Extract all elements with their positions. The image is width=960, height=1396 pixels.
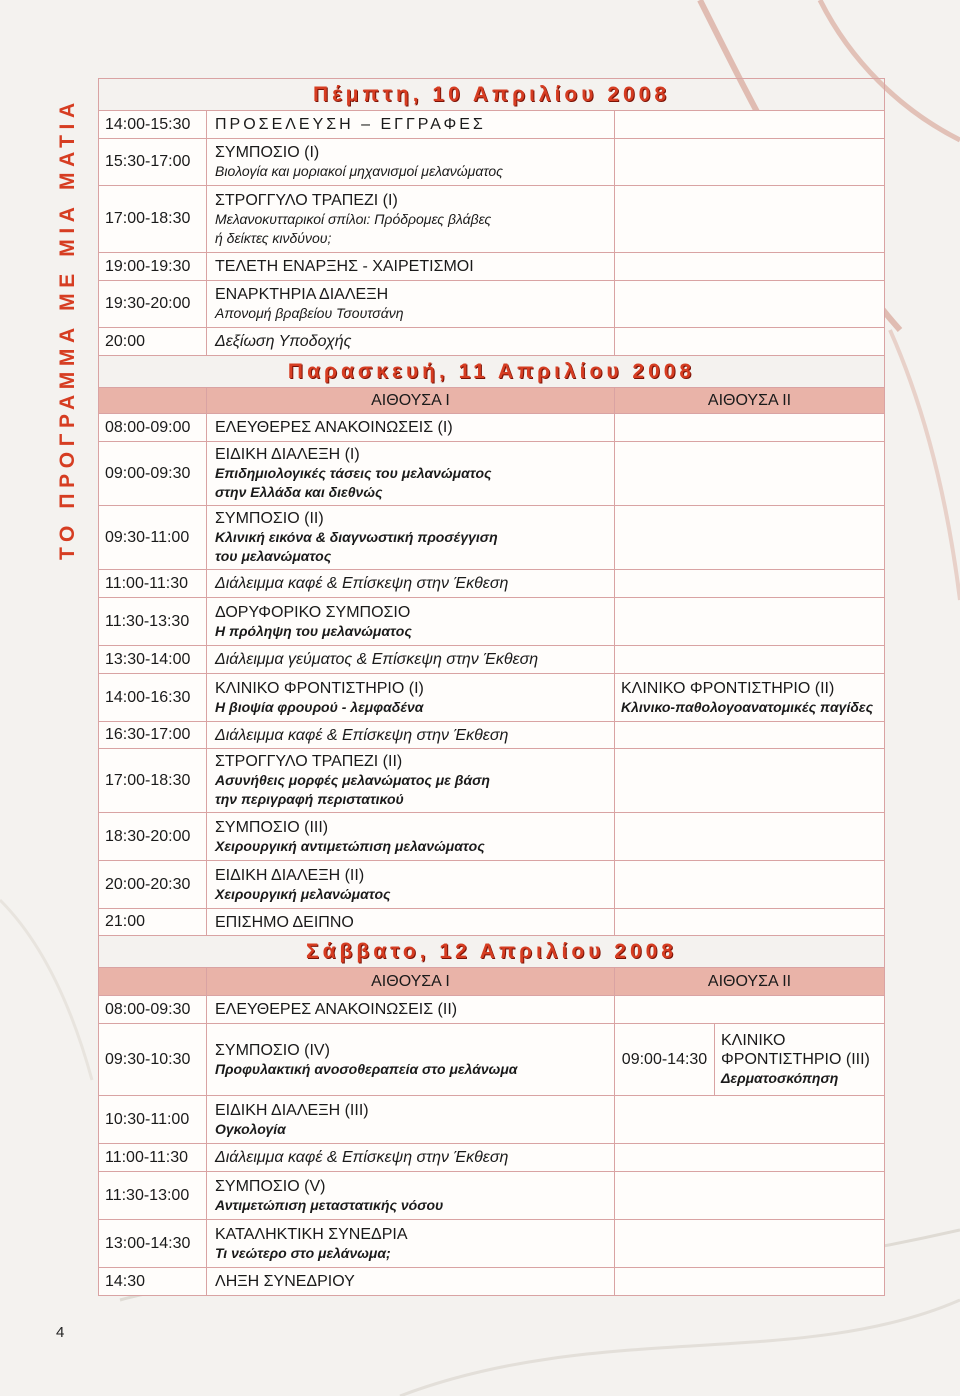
time-cell: 11:00-11:30 (99, 570, 207, 598)
table-row (99, 813, 885, 861)
room-2-header: ΑΙΘΟΥΣΑ ΙΙ (615, 968, 885, 996)
event-cell (207, 139, 615, 186)
time-cell: 21:00 (99, 909, 207, 936)
event-subtitle: Η βιοψία φρουρού - λεμφαδένα (215, 698, 424, 715)
room-2-header: ΑΙΘΟΥΣΑ ΙΙ (615, 388, 885, 414)
table-row (99, 186, 885, 253)
event-title: ΕΝΑΡΚΤΗΡΙΑ ΔΙΑΛΕΞΗ (215, 286, 389, 303)
empty-cell (615, 1220, 885, 1268)
event-subtitle: Η πρόληψη του μελανώματος (215, 622, 412, 639)
event-title: ΣΥΜΠΟΣΙΟ (ΙΙΙ) (215, 818, 329, 836)
event-cell (207, 674, 615, 722)
empty-cell (615, 414, 885, 442)
empty-cell (99, 968, 207, 996)
table-row (99, 1024, 885, 1096)
empty-cell (615, 186, 885, 253)
event-title: ΣΥΜΠΟΣΙΟ (Ι) (215, 144, 320, 161)
room-2-event-cell (715, 1024, 885, 1096)
event-cell (207, 442, 615, 506)
event-cell (207, 281, 615, 328)
table-row (99, 139, 885, 186)
event-subtitle: Προφυλακτική ανοσοθεραπεία στο μελάνωμα (215, 1060, 518, 1077)
room-header-row (99, 388, 885, 414)
event-title: ΚΛΙΝΙΚΟ ΦΡΟΝΤΙΣΤΗΡΙΟ (ΙΙ) (621, 679, 835, 697)
event-title: Διάλειμμα γεύματος & Επίσκεψη στην Έκθεση (207, 646, 615, 674)
table-row (99, 281, 885, 328)
empty-cell (615, 861, 885, 909)
time-cell: 20:00-20:30 (99, 861, 207, 909)
table-row (99, 442, 885, 506)
time-cell: 10:30-11:00 (99, 1096, 207, 1144)
event-title: ΕΠΙΣΗΜΟ ΔΕΙΠΝΟ (207, 909, 615, 936)
table-row (99, 1268, 885, 1296)
event-subtitle: Κλινική εικόνα & διαγνωστική προσέγγιση (215, 529, 498, 545)
day-title: Παρασκευή, 11 Απριλίου 2008 (287, 359, 696, 383)
time-cell: 13:30-14:00 (99, 646, 207, 674)
event-title: ΠΡΟΣΕΛΕΥΣΗ – ΕΓΓΡΑΦΕΣ (207, 111, 615, 139)
empty-cell (615, 253, 885, 281)
table-row (99, 1220, 885, 1268)
time-cell: 09:00-09:30 (99, 442, 207, 506)
event-title: ΣΥΜΠΟΣΙΟ (ΙΙ) (215, 510, 324, 527)
time-cell: 19:00-19:30 (99, 253, 207, 281)
event-title: Διάλειμμα καφέ & Επίσκεψη στην Έκθεση (207, 1144, 615, 1172)
table-row (99, 111, 885, 139)
empty-cell (99, 388, 207, 414)
event-subtitle: Βιολογία και μοριακοί μηχανισμοί μελανώματος (215, 163, 503, 179)
event-subtitle: Επιδημιολογικές τάσεις του μελανώματος (215, 465, 492, 481)
event-subtitle: Κλινικο-παθολογοανατομικές παγίδες (621, 698, 874, 715)
empty-cell (615, 281, 885, 328)
day-title: Πέμπτη, 10 Απριλίου 2008 (313, 82, 671, 106)
time-cell: 14:00-16:30 (99, 674, 207, 722)
table-row (99, 1172, 885, 1220)
day-header-thursday (99, 79, 885, 111)
event-subtitle: Τι νεώτερο στο μελάνωμα; (215, 1244, 391, 1261)
event-title: ΣΥΜΠΟΣΙΟ (IV) (215, 1041, 330, 1059)
time-cell: 16:30-17:00 (99, 722, 207, 749)
event-cell (207, 1172, 615, 1220)
event-title: ΚΛΙΝΙΚΟ ΦΡΟΝΤΙΣΤΗΡΙΟ (Ι) (215, 679, 424, 697)
time-cell: 11:00-11:30 (99, 1144, 207, 1172)
time-cell: 09:30-11:00 (99, 506, 207, 570)
table-row (99, 253, 885, 281)
day-title: Σάββατο, 12 Απριλίου 2008 (306, 939, 677, 963)
table-row (99, 996, 885, 1024)
time-cell: 18:30-20:00 (99, 813, 207, 861)
time-cell: 14:30 (99, 1268, 207, 1296)
empty-cell (615, 1096, 885, 1144)
table-row (99, 909, 885, 936)
empty-cell (615, 813, 885, 861)
empty-cell (615, 909, 885, 936)
day-header-saturday (99, 936, 885, 968)
event-title: ΕΙΔΙΚΗ ΔΙΑΛΕΞΗ (Ι) (215, 446, 360, 463)
room-2-event-cell (615, 674, 885, 722)
empty-cell (615, 598, 885, 646)
empty-cell (615, 139, 885, 186)
event-subtitle: την περιγραφή περιστατικού (215, 791, 404, 807)
event-title: Διάλειμμα καφέ & Επίσκεψη στην Έκθεση (207, 722, 615, 749)
event-subtitle: Αντιμετώπιση μεταστατικής νόσου (215, 1196, 444, 1213)
event-title: Διάλειμμα καφέ & Επίσκεψη στην Έκθεση (207, 570, 615, 598)
room-1-header: ΑΙΘΟΥΣΑ Ι (207, 388, 615, 414)
table-row (99, 328, 885, 356)
event-cell (207, 1024, 615, 1096)
empty-cell (615, 442, 885, 506)
event-title: ΕΙΔΙΚΗ ΔΙΑΛΕΞΗ (ΙΙ) (215, 866, 365, 884)
time-cell: 09:30-10:30 (99, 1024, 207, 1096)
table-row (99, 570, 885, 598)
room-header-row (99, 968, 885, 996)
event-subtitle: Απονομή βραβείου Τσουτσάνη (215, 305, 404, 321)
event-subtitle: Ασυνήθεις μορφές μελανώματος με βάση (215, 772, 490, 788)
event-title: ΣΥΜΠΟΣΙΟ (V) (215, 1177, 326, 1195)
table-row (99, 1096, 885, 1144)
event-title: ΚΛΙΝΙΚΟ (721, 1032, 786, 1049)
empty-cell (615, 646, 885, 674)
event-title: ΕΛΕΥΘΕΡΕΣ ΑΝΑΚΟΙΝΩΣΕΙΣ (Ι) (207, 414, 615, 442)
time-cell: 13:00-14:30 (99, 1220, 207, 1268)
event-subtitle: Ογκολογία (215, 1120, 286, 1137)
empty-cell (615, 570, 885, 598)
event-title: ΕΙΔΙΚΗ ΔΙΑΛΕΞΗ (ΙΙΙ) (215, 1101, 369, 1119)
event-cell (207, 506, 615, 570)
event-subtitle: Μελανοκυτταρικοί σπίλοι: Πρόδρομες βλάβες (215, 210, 492, 227)
time-cell: 17:00-18:30 (99, 186, 207, 253)
event-cell (207, 1220, 615, 1268)
sidebar-title: ΤΟ ΠΡΟΓΡΑΜΜΑ ΜΕ ΜΙΑ ΜΑΤΙΑ (56, 97, 79, 560)
time-cell: 08:00-09:30 (99, 996, 207, 1024)
program-table (98, 78, 885, 1296)
empty-cell (615, 996, 885, 1024)
event-cell (207, 186, 615, 253)
table-row (99, 674, 885, 722)
empty-cell (615, 328, 885, 356)
empty-cell (615, 722, 885, 749)
page-number: 4 (56, 1324, 65, 1341)
table-row (99, 414, 885, 442)
event-title: ΣΤΡΟΓΓΥΛΟ ΤΡΑΠΕΖΙ (Ι) (215, 191, 398, 209)
event-cell (207, 861, 615, 909)
event-cell (207, 813, 615, 861)
event-title: ΚΑΤΑΛΗΚΤΙΚΗ ΣΥΝΕΔΡΙΑ (215, 1225, 408, 1243)
empty-cell (615, 749, 885, 813)
event-subtitle: Δερματοσκόπηση (721, 1070, 839, 1086)
time-cell: 14:00-15:30 (99, 111, 207, 139)
event-subtitle: Χειρουργική αντιμετώπιση μελανώματος (215, 837, 485, 854)
time-cell: 08:00-09:00 (99, 414, 207, 442)
event-title: ΕΛΕΥΘΕΡΕΣ ΑΝΑΚΟΙΝΩΣΕΙΣ (ΙΙ) (207, 996, 615, 1024)
time-cell: 15:30-17:00 (99, 139, 207, 186)
empty-cell (615, 111, 885, 139)
time-cell: 11:30-13:00 (99, 1172, 207, 1220)
table-row (99, 749, 885, 813)
table-row (99, 1144, 885, 1172)
table-row (99, 722, 885, 749)
room-1-header: ΑΙΘΟΥΣΑ Ι (207, 968, 615, 996)
time-cell: 19:30-20:00 (99, 281, 207, 328)
room-2-time-cell: 09:00-14:30 (615, 1024, 715, 1096)
event-subtitle: στην Ελλάδα και διεθνώς (215, 484, 383, 500)
table-row (99, 506, 885, 570)
table-row (99, 598, 885, 646)
time-cell: 17:00-18:30 (99, 749, 207, 813)
event-subtitle: Χειρουργική μελανώματος (215, 885, 391, 902)
empty-cell (615, 1172, 885, 1220)
table-row (99, 861, 885, 909)
event-cell (207, 749, 615, 813)
event-title: ΔΟΡΥΦΟΡΙΚΟ ΣΥΜΠΟΣΙΟ (215, 603, 411, 621)
empty-cell (615, 1144, 885, 1172)
event-title: Δεξίωση Υποδοχής (207, 328, 615, 356)
event-cell (207, 1096, 615, 1144)
event-title: ΦΡΟΝΤΙΣΤΗΡΙΟ (ΙΙΙ) (721, 1051, 870, 1068)
event-title: ΣΤΡΟΓΓΥΛΟ ΤΡΑΠΕΖΙ (ΙΙ) (215, 753, 403, 770)
event-subtitle: του μελανώματος (215, 548, 332, 564)
empty-cell (615, 1268, 885, 1296)
event-title: ΤΕΛΕΤΗ ΕΝΑΡΞΗΣ - ΧΑΙΡΕΤΙΣΜΟΙ (207, 253, 615, 281)
day-header-friday (99, 356, 885, 388)
sidebar (0, 0, 92, 1396)
time-cell: 11:30-13:30 (99, 598, 207, 646)
event-title: ΛΗΞΗ ΣΥΝΕΔΡΙΟΥ (207, 1268, 615, 1296)
time-cell: 20:00 (99, 328, 207, 356)
table-row (99, 646, 885, 674)
empty-cell (615, 506, 885, 570)
event-cell (207, 598, 615, 646)
event-subtitle: ή δείκτες κινδύνου; (215, 229, 332, 246)
